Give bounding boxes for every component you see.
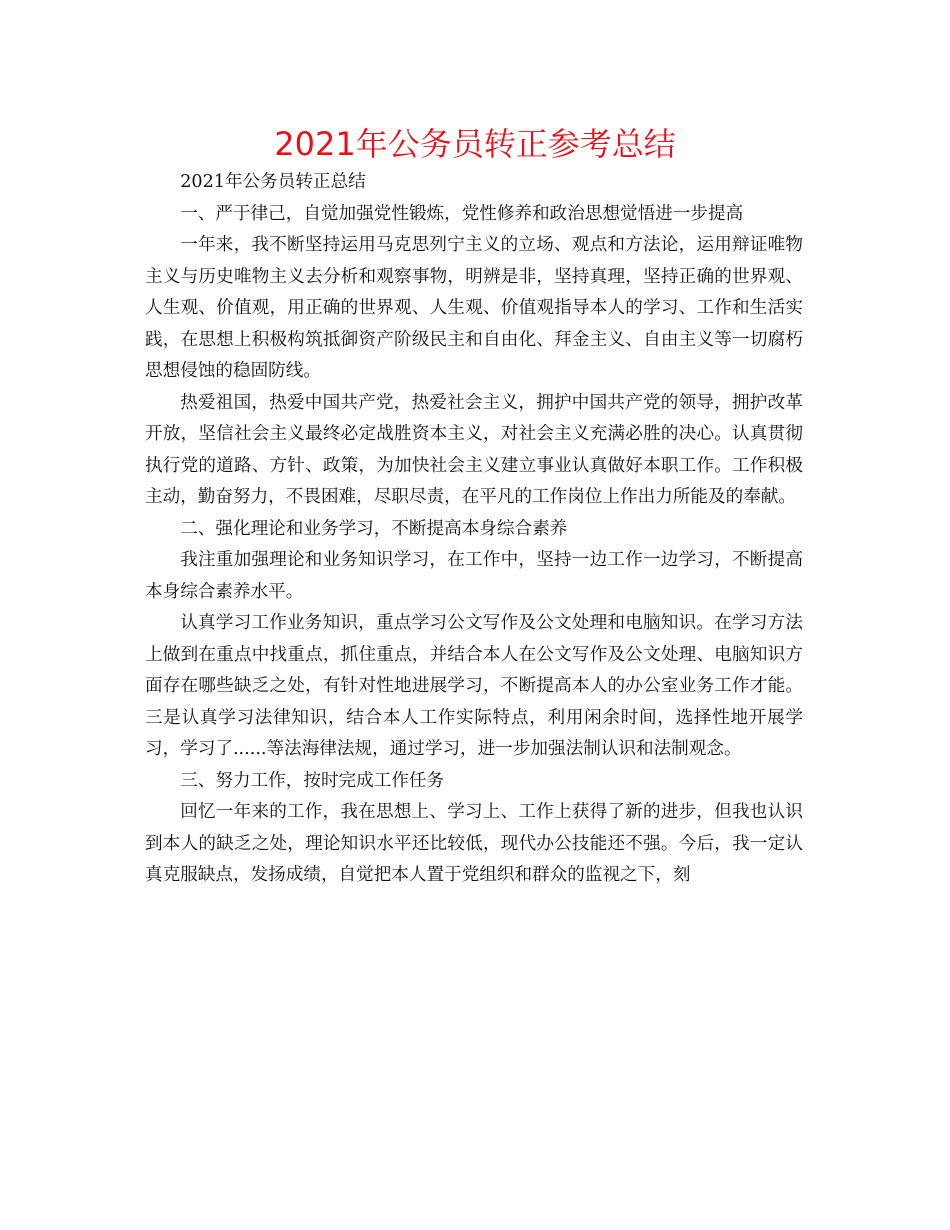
section-heading-2: 二、强化理论和业务学习，不断提高本身综合素养	[180, 518, 568, 539]
body-paragraph: 认真学习工作业务知识，重点学习公文写作及公文处理和电脑知识。在学习方法上做到在重点中找重点，抓住重点，并结合本人在公文写作及公文处理、电脑知识方面存在哪些缺乏之处，有针对性地进展学习，不断提高本人的办公室业务工作才能。三是认真学习法律知识，结合本人工作实际特点，利用闲余时间，选择性地开展学习，学习了......等法海律法规，通过学习，进一步加强法制认识和法制观念。	[145, 613, 803, 759]
subtitle-paragraph: 2021年公务员转正总结	[180, 172, 366, 192]
body-paragraph: 我注重加强理论和业务知识学习，在工作中，坚持一边工作一边学习，不断提高本身综合素养水平。	[145, 550, 803, 602]
document-body	[145, 167, 803, 892]
section-heading-3: 三、努力工作，按时完成工作任务	[180, 770, 445, 791]
body-paragraph: 热爱祖国，热爱中国共产党，热爱社会主义，拥护中国共产党的领导，拥护改革开放，坚信社会主义最终必定战胜资本主义，对社会主义充满必胜的决心。认真贯彻执行党的道路、方针、政策，为加快社会主义建立事业认真做好本职工作。工作积极主动，勤奋努力，不畏困难，尽职尽责，在平凡的工作岗位上作出力所能及的奉献。	[145, 392, 803, 507]
section-heading-1: 一、严于律己，自觉加强党性锻炼，党性修养和政治思想觉悟进一步提高	[180, 203, 744, 224]
body-paragraph: 回忆一年来的工作，我在思想上、学习上、工作上获得了新的进步，但我也认识到本人的缺乏之处，理论知识水平还比较低，现代办公技能还不强。今后，我一定认真克服缺点，发扬成绩，自觉把本人置于党组织和群众的监视之下，刻	[145, 802, 803, 885]
document-title: 2021年公务员转正参考总结	[274, 125, 676, 163]
body-paragraph: 一年来，我不断坚持运用马克思列宁主义的立场、观点和方法论，运用辩证唯物主义与历史唯物主义去分析和观察事物，明辨是非，坚持真理，坚持正确的世界观、人生观、价值观，用正确的世界观、人生观、价值观指导本人的学习、工作和生活实践，在思想上积极构筑抵御资产阶级民主和自由化、拜金主义、自由主义等一切腐朽思想侵蚀的稳固防线。	[145, 235, 803, 381]
